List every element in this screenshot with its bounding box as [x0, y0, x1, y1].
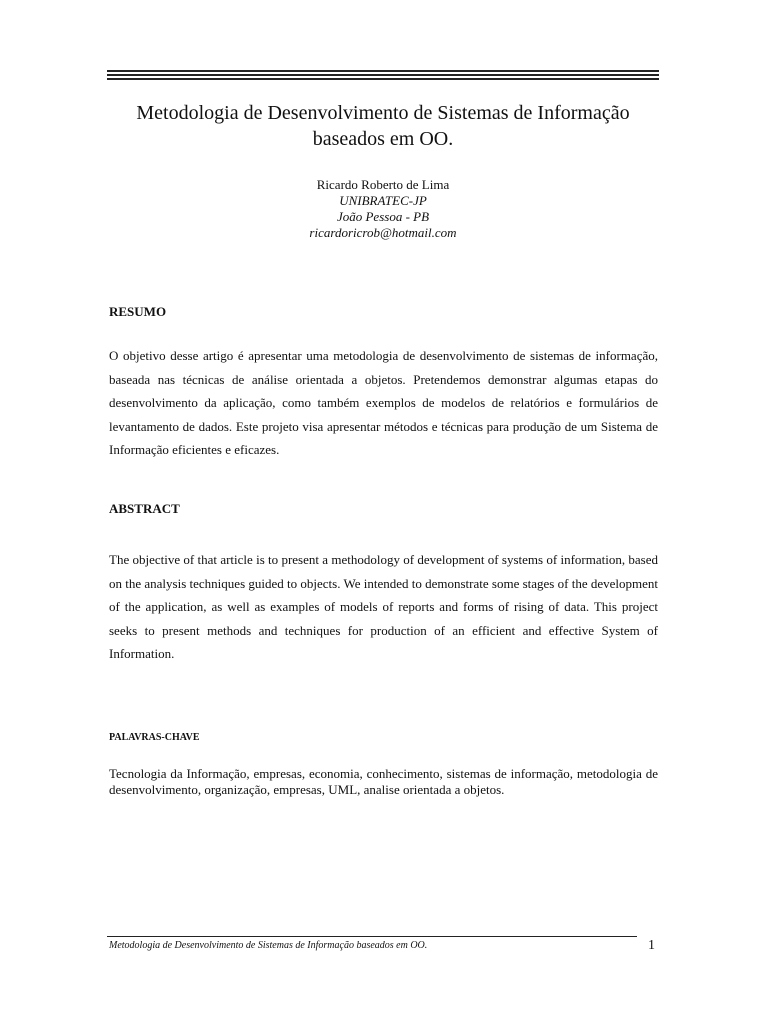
abstract-heading: ABSTRACT: [109, 501, 180, 516]
header-rule-1: [107, 70, 659, 72]
paper-title-line-2: baseados em OO.: [312, 128, 454, 150]
keywords-text: Tecnologia da Informação, empresas, economia, conhecimento, sistemas de informação, metodologia de desenvolvimento, organização, empresas, UML, analise orientada a objetos.: [109, 766, 658, 797]
header-rules: [107, 70, 659, 80]
footer-running-title: Metodologia de Desenvolvimento de Sistemas de Informação baseados em OO.: [109, 940, 428, 951]
keywords-heading: PALAVRAS-CHAVE: [109, 732, 200, 743]
author-institution: UNIBRATEC-JP: [339, 193, 427, 208]
paper-title: [107, 100, 659, 152]
author-location: João Pessoa - PB: [336, 209, 430, 224]
resumo-text: O objetivo desse artigo é apresentar uma metodologia de desenvolvimento de sistemas de informação, baseada nas técnicas de análise orientada a objetos. Pretendemos demonstrar algumas etapas do desenvolvimento da aplicação, como também exemplos de modelos de relatórios e formulários de levantamento de dados. Este projeto visa apresentar métodos e técnicas para produção de um Sistema de Informação eficientes e eficazes.: [109, 348, 658, 457]
header-rule-3: [107, 78, 659, 80]
footer-rule: [107, 936, 637, 937]
resumo-heading: RESUMO: [109, 304, 167, 319]
header-rule-2: [107, 74, 659, 76]
abstract-text: The objective of that article is to present a methodology of development of systems of information, based on the analysis techniques guided to objects. We intended to demonstrate some stages of the development of the application, as well as examples of models of reports and forms of rising of data. This project seeks to present methods and techniques for production of an efficient and effective System of Information.: [109, 552, 658, 661]
page-number: 1: [648, 938, 655, 953]
author-name: Ricardo Roberto de Lima: [316, 177, 450, 192]
author-email: ricardoricrob@hotmail.com: [309, 225, 457, 240]
author-block: [107, 177, 659, 241]
paper-title-line-1: Metodologia de Desenvolvimento de Sistemas de Informação: [136, 102, 630, 124]
